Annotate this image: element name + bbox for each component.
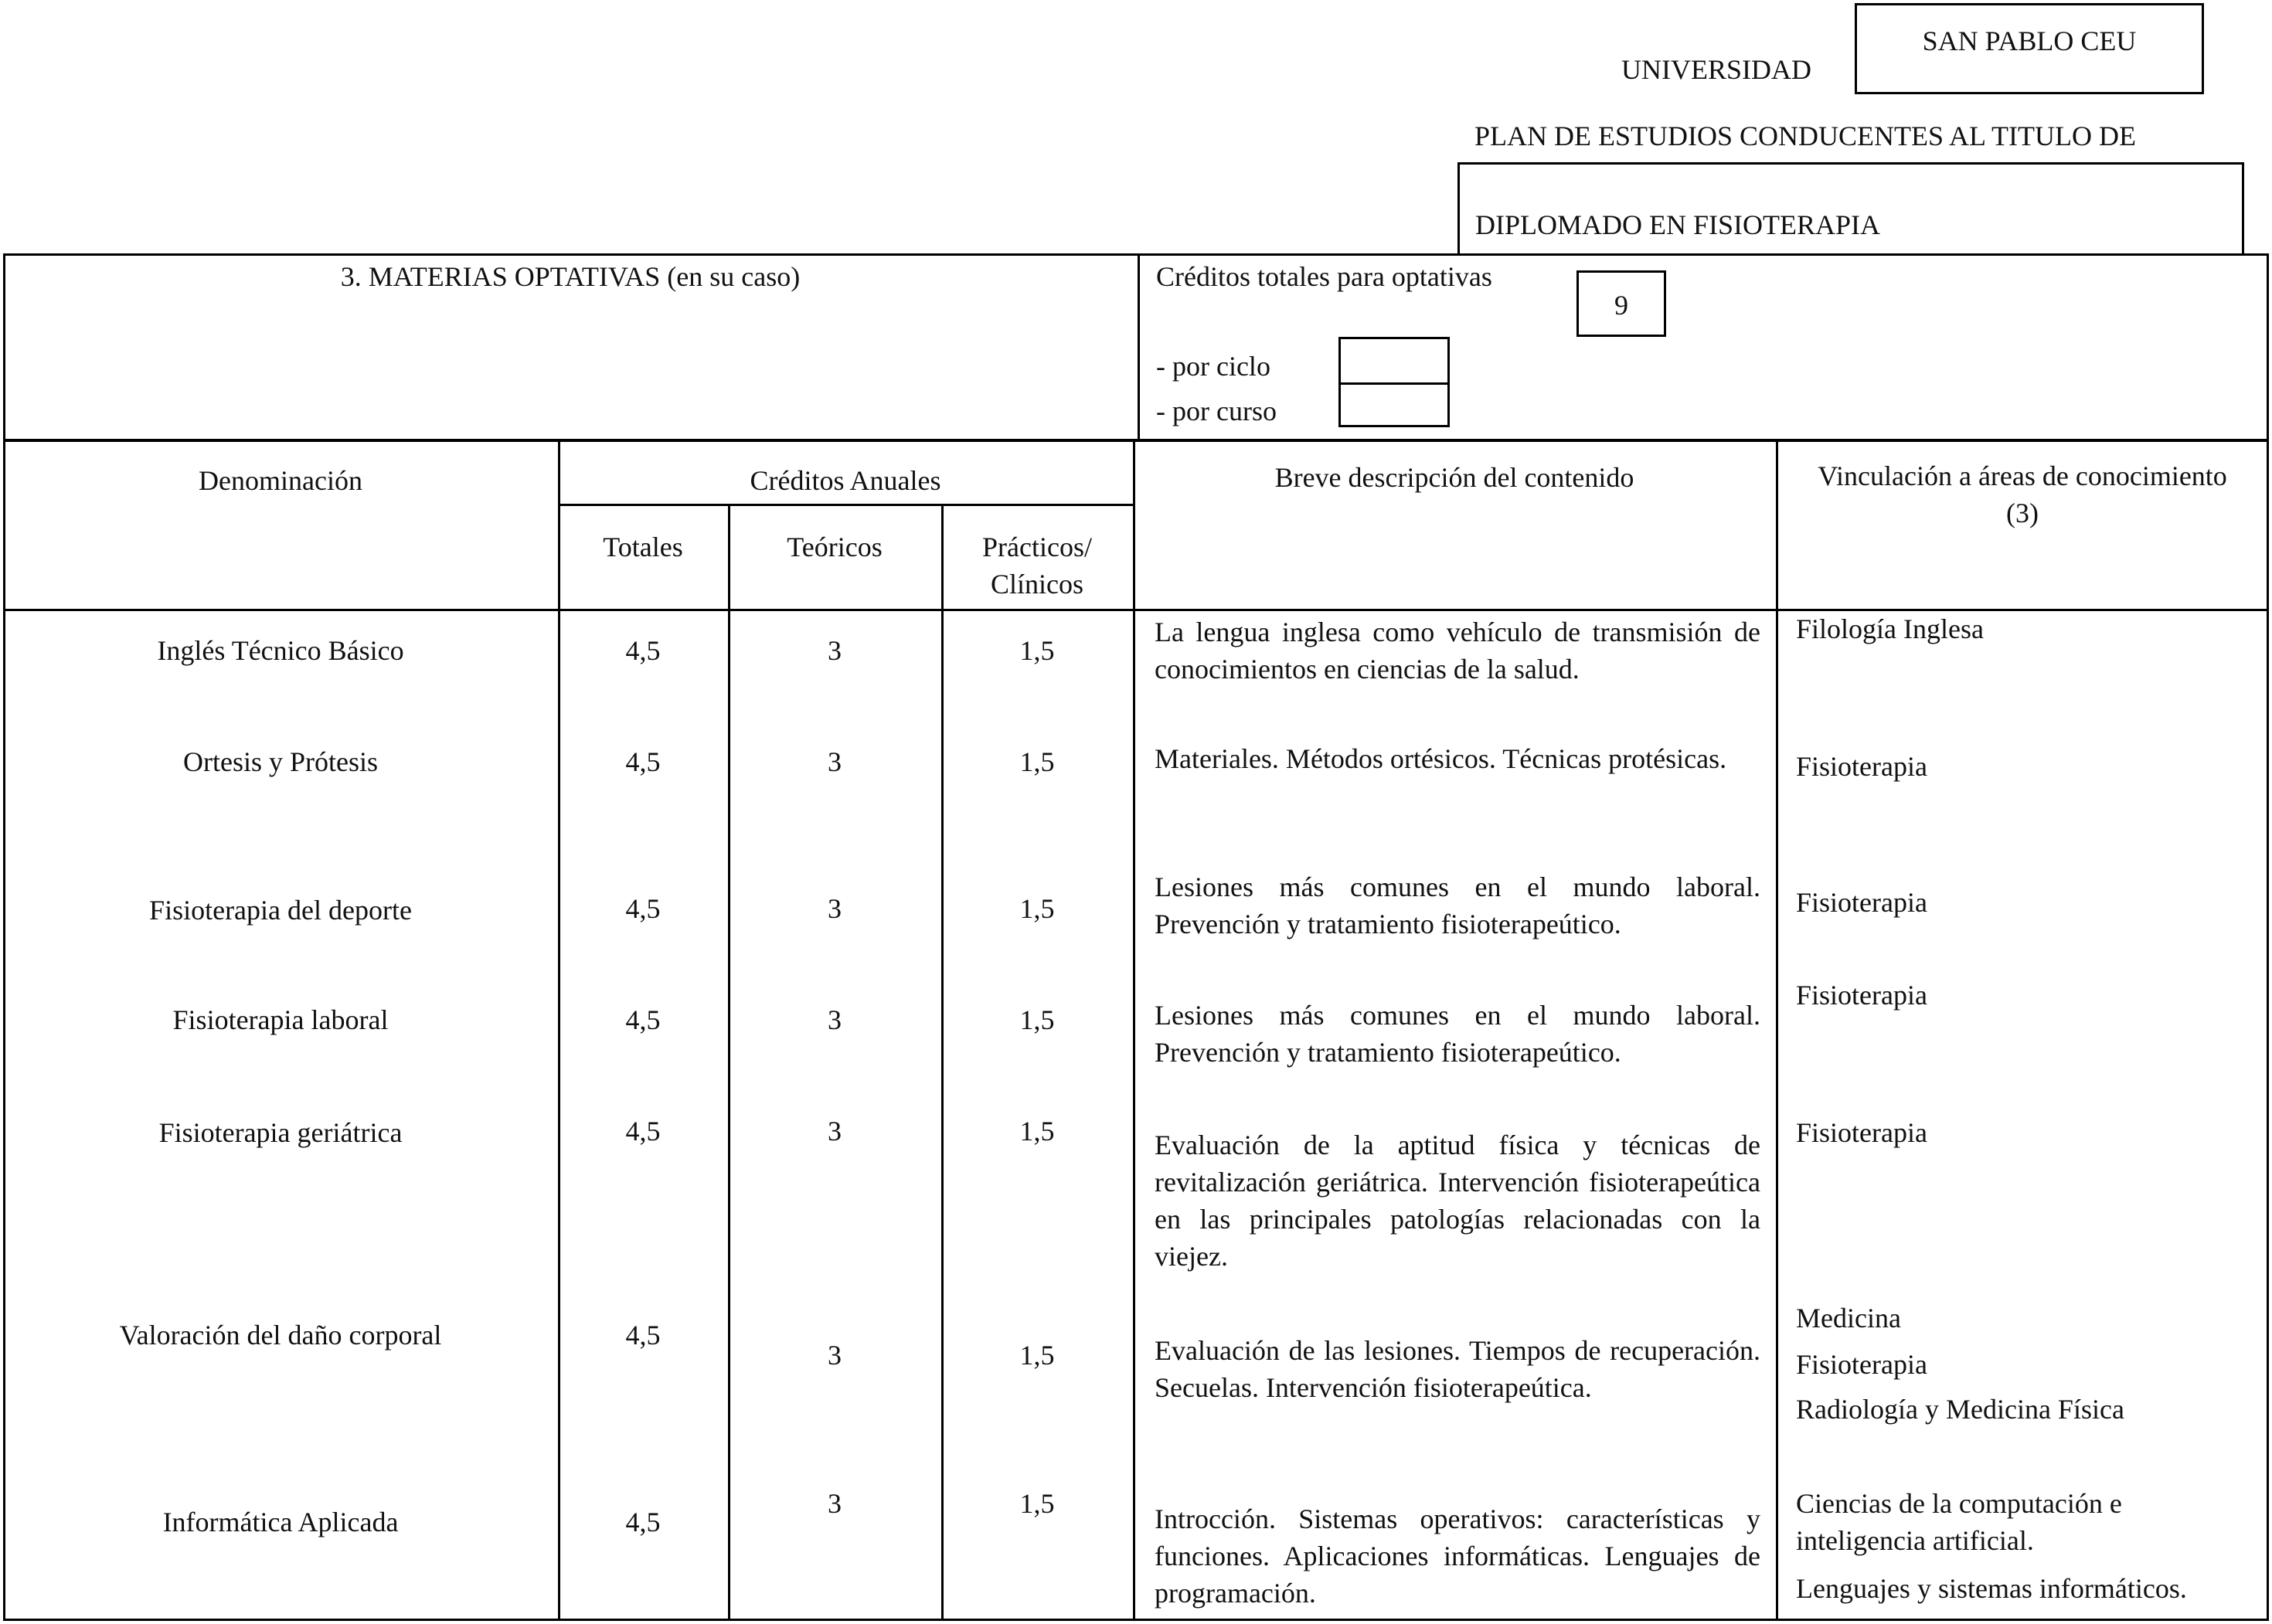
col-denominacion: Denominación (199, 465, 362, 496)
row-descripcion: Evaluación de la aptitud física y técnicas de revitalización geriátrica. Intervención fisioterapeútica en las principales patologías relacionadas con la viejez. (1155, 1130, 1760, 1272)
row-teoricos: 3 (828, 1340, 842, 1371)
row-area: Ciencias de la computación e inteligencia artificial. (1796, 1488, 2122, 1556)
por-ciclo-label: - por ciclo (1156, 351, 1270, 382)
row-denominacion: Fisioterapia del deporte (149, 895, 412, 926)
creditos-sub-line (558, 504, 1134, 506)
col-creditos-anuales: Créditos Anuales (750, 465, 941, 496)
row-practicos: 1,5 (1019, 893, 1055, 924)
row-denominacion: Ortesis y Prótesis (183, 746, 378, 777)
row-descripcion: Lesiones más comunes en el mundo laboral. Prevención y tratamiento fisioterapeútico. (1155, 1000, 1760, 1068)
row-totales: 4,5 (625, 1320, 661, 1351)
row-descripcion: Evaluación de las lesiones. Tiempos de recuperación. Secuelas. Intervención fisioterapeútica. (1155, 1335, 1760, 1403)
row-area: Medicina (1796, 1303, 1901, 1334)
row-area: Lenguajes y sistemas informáticos. (1796, 1573, 2187, 1604)
row-teoricos: 3 (828, 1116, 842, 1147)
col-line-3 (941, 504, 944, 1621)
col-practicos-2: Clínicos (990, 569, 1083, 600)
row-descripcion: Introcción. Sistemas operativos: características y funciones. Aplicaciones informáticas. Lenguajes de programación. (1155, 1503, 1760, 1609)
row-denominacion: Fisioterapia geriátrica (158, 1117, 403, 1148)
row-denominacion: Fisioterapia laboral (172, 1004, 389, 1035)
section-title: 3. MATERIAS OPTATIVAS (en su caso) (340, 261, 801, 292)
row-area: Filología Inglesa (1796, 613, 1984, 644)
row-denominacion: Informática Aplicada (162, 1507, 399, 1537)
por-curso-box (1338, 382, 1450, 427)
creditos-label: Créditos totales para optativas (1156, 261, 1492, 292)
row-practicos: 1,5 (1019, 1340, 1055, 1371)
titulo-box (1457, 162, 2244, 253)
row-teoricos: 3 (828, 893, 842, 924)
col-line-5 (1776, 439, 1778, 1621)
col-descripcion: Breve descripción del contenido (1274, 462, 1634, 493)
row-descripcion: Lesiones más comunes en el mundo laboral. Prevención y tratamiento fisioterapeútico. (1155, 871, 1760, 939)
row-descripcion: Materiales. Métodos ortésicos. Técnicas protésicas. (1155, 743, 1727, 774)
creditos-box (1576, 270, 1666, 337)
row-practicos: 1,5 (1019, 1488, 1055, 1519)
col-vinculacion-2: (3) (2006, 498, 2039, 528)
row-area: Fisioterapia (1796, 1117, 1927, 1148)
row-teoricos: 3 (828, 746, 842, 777)
titulo-value: DIPLOMADO EN FISIOTERAPIA (1475, 209, 1881, 240)
row-denominacion: Inglés Técnico Básico (157, 635, 404, 666)
plan-label: PLAN DE ESTUDIOS CONDUCENTES AL TITULO DE (1474, 121, 2136, 151)
row-practicos: 1,5 (1019, 635, 1055, 666)
row-totales: 4,5 (625, 1507, 661, 1537)
por-curso-label: - por curso (1156, 396, 1277, 426)
col-line-4 (1133, 439, 1135, 1621)
universidad-box (1855, 3, 2204, 94)
row-totales: 4,5 (625, 893, 661, 924)
universidad-label: UNIVERSIDAD (1621, 54, 1811, 85)
creditos-value: 9 (1614, 290, 1628, 321)
row-teoricos: 3 (828, 1488, 842, 1519)
row-area: Fisioterapia (1796, 887, 1927, 918)
col-totales: Totales (603, 532, 683, 562)
col-vinculacion-1: Vinculación a áreas de conocimiento (1818, 460, 2227, 491)
row-area: Radiología y Medicina Física (1796, 1394, 2124, 1425)
col-teoricos: Teóricos (787, 532, 883, 562)
row-practicos: 1,5 (1019, 1004, 1055, 1035)
row-teoricos: 3 (828, 635, 842, 666)
col-practicos-1: Prácticos/ (982, 532, 1092, 562)
row-totales: 4,5 (625, 1004, 661, 1035)
row-area: Fisioterapia (1796, 751, 1927, 782)
col-line-2 (728, 504, 730, 1621)
row-practicos: 1,5 (1019, 746, 1055, 777)
row-totales: 4,5 (625, 1116, 661, 1147)
row-totales: 4,5 (625, 746, 661, 777)
row-totales: 4,5 (625, 635, 661, 666)
row-denominacion: Valoración del daño corporal (119, 1320, 442, 1351)
row-descripcion: La lengua inglesa como vehículo de transmisión de conocimientos en ciencias de la salud. (1155, 617, 1760, 685)
por-ciclo-box (1338, 337, 1450, 385)
row-practicos: 1,5 (1019, 1116, 1055, 1147)
row-area: Fisioterapia (1796, 1349, 1927, 1380)
universidad-value: SAN PABLO CEU (1922, 25, 2137, 56)
section-divider (1138, 253, 1140, 442)
row-teoricos: 3 (828, 1004, 842, 1035)
row-area: Fisioterapia (1796, 980, 1927, 1011)
